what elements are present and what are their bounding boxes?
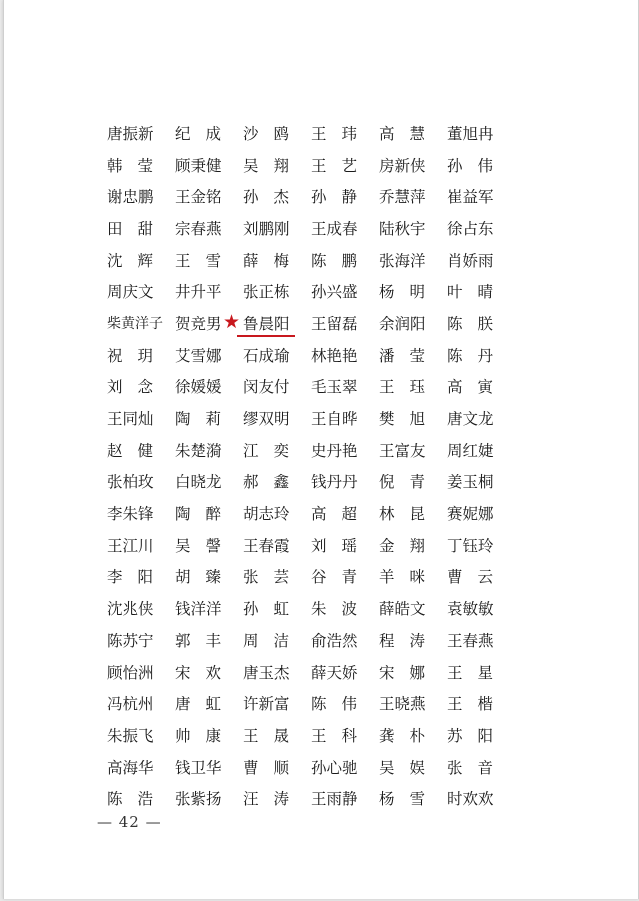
star-icon: ★ <box>223 311 241 334</box>
name-entry: 王 艺 <box>311 156 357 175</box>
name-entry: 王 同 灿 <box>107 410 154 429</box>
name-entry: 张 紫 扬 <box>175 790 222 809</box>
name-entry: 薛 梅 <box>243 251 289 270</box>
name-entry: 王 雪 <box>175 251 221 270</box>
name-entry: 吴 謦 <box>175 536 221 555</box>
name-entry: 沈 辉 <box>107 251 153 270</box>
name-entry: 周 洁 <box>243 631 289 650</box>
name-entry: 王 江 川 <box>107 536 154 555</box>
name-entry: 叶 晴 <box>447 283 493 302</box>
name-entry: 孙 心 驰 <box>311 758 358 777</box>
name-entry: 房 新 侠 <box>379 156 426 175</box>
name-entry: 贺 竞 男 <box>175 314 222 333</box>
name-entry: 孙 伟 <box>447 156 493 175</box>
name-entry: 王 晟 <box>243 726 289 745</box>
name-entry: 郝 鑫 <box>243 473 289 492</box>
name-entry: 陈 伟 <box>311 695 357 714</box>
name-entry: 苏 阳 <box>447 726 493 745</box>
name-entry: 朱 楚 漪 <box>175 441 222 460</box>
name-entry: 王 春 霞 <box>243 536 290 555</box>
name-entry: 陶 醉 <box>175 505 221 524</box>
name-entry: 王 自 晔 <box>311 410 358 429</box>
name-entry: 羊 咪 <box>379 568 425 587</box>
name-entry: 闵 友 付 <box>243 378 290 397</box>
name-entry: 高 海 华 <box>107 758 154 777</box>
name-entry: 孙 兴 盛 <box>311 283 358 302</box>
name-entry: 薛 皓 文 <box>379 600 426 619</box>
name-entry: 丁 钰 玲 <box>447 536 494 555</box>
name-entry: 顾 怡 洲 <box>107 663 154 682</box>
name-entry: 史 丹 艳 <box>311 441 358 460</box>
name-entry: 倪 青 <box>379 473 425 492</box>
name-entry: 宋 欢 <box>175 663 221 682</box>
name-entry: 陆 秋 宇 <box>379 219 426 238</box>
name-entry: 薛 天 娇 <box>311 663 358 682</box>
name-entry: 徐 媛 媛 <box>175 378 222 397</box>
name-entry: 王 星 <box>447 663 493 682</box>
name-entry: 崔 益 军 <box>447 188 494 207</box>
name-entry: 张 海 洋 <box>379 251 426 270</box>
name-entry: 高 寅 <box>447 378 493 397</box>
name-entry: 胡 志 玲 <box>243 505 290 524</box>
name-entry: 石 成 瑜 <box>243 346 290 365</box>
name-entry: 肖 娇 雨 <box>447 251 494 270</box>
name-entry: 乔 慧 萍 <box>379 188 426 207</box>
name-entry: 俞 浩 然 <box>311 631 358 650</box>
name-entry: 朱 波 <box>311 600 357 619</box>
name-entry: 沙 鸥 <box>243 124 289 143</box>
name-entry: 陈 丹 <box>447 346 493 365</box>
name-entry: 潘 莹 <box>379 346 425 365</box>
name-entry: 唐 文 龙 <box>447 410 494 429</box>
name-entry: 袁 敏 敏 <box>447 600 494 619</box>
name-entry: 刘 瑶 <box>311 536 357 555</box>
name-entry: 余 润 阳 <box>379 314 426 333</box>
name-entry: 董 旭 冉 <box>447 124 494 143</box>
name-entry: 张 音 <box>447 758 493 777</box>
name-entry: 陶 莉 <box>175 410 221 429</box>
name-entry: 程 涛 <box>379 631 425 650</box>
name-entry: 田 甜 <box>107 219 153 238</box>
name-entry: 汪 涛 <box>243 790 289 809</box>
name-entry: 张 柏 玫 <box>107 473 154 492</box>
name-entry: 王 雨 静 <box>311 790 358 809</box>
name-entry: 王 楷 <box>447 695 493 714</box>
name-entry: 宋 娜 <box>379 663 425 682</box>
name-grid <box>107 117 515 814</box>
name-entry: 沈 兆 侠 <box>107 600 154 619</box>
name-entry: 林 昆 <box>379 505 425 524</box>
name-entry: 郭 丰 <box>175 631 221 650</box>
name-entry: 钱 洋 洋 <box>175 600 222 619</box>
name-entry: 王 科 <box>311 726 357 745</box>
name-entry: 王 金 铭 <box>175 188 222 207</box>
name-entry: 唐 玉 杰 <box>243 663 290 682</box>
name-entry: 钱 卫 华 <box>175 758 222 777</box>
name-entry: 艾 雪 娜 <box>175 346 222 365</box>
name-entry: 曹 云 <box>447 568 493 587</box>
name-entry: 陈 浩 <box>107 790 153 809</box>
name-entry: 曹 顺 <box>243 758 289 777</box>
name-entry: 时 欢 欢 <box>447 790 494 809</box>
name-entry: 姜 玉 桐 <box>447 473 494 492</box>
document-page <box>3 0 639 899</box>
name-entry: 周 庆 文 <box>107 283 154 302</box>
name-entry: 谷 青 <box>311 568 357 587</box>
name-entry: 孙 杰 <box>243 188 289 207</box>
name-entry: 李 阳 <box>107 568 153 587</box>
name-entry: 吴 翔 <box>243 156 289 175</box>
name-entry: 孙 虹 <box>243 600 289 619</box>
name-entry: 李 朱 锋 <box>107 505 154 524</box>
name-entry: 毛 玉 翠 <box>311 378 358 397</box>
name-entry: 高 慧 <box>379 124 425 143</box>
name-entry: 韩 莹 <box>107 156 153 175</box>
name-entry: 祝 玥 <box>107 346 153 365</box>
name-entry: 高 超 <box>311 505 357 524</box>
name-entry: 王 留 磊 <box>311 314 358 333</box>
name-entry: 宗 春 燕 <box>175 219 222 238</box>
name-entry: 帅 康 <box>175 726 221 745</box>
name-entry: 顾 秉 健 <box>175 156 222 175</box>
name-entry: 白 晓 龙 <box>175 473 222 492</box>
name-entry: 赵 健 <box>107 441 153 460</box>
name-entry: 杨 雪 <box>379 790 425 809</box>
name-entry: 纪 成 <box>175 124 221 143</box>
name-entry: 钱 丹 丹 <box>311 473 358 492</box>
name-entry: 缪 双 明 <box>243 410 290 429</box>
name-entry: 唐 虹 <box>175 695 221 714</box>
name-entry: 王 晓 燕 <box>379 695 426 714</box>
name-entry: 龚 朴 <box>379 726 425 745</box>
name-entry: 赛 妮 娜 <box>447 505 494 524</box>
name-entry: 王 春 燕 <box>447 631 494 650</box>
name-entry: 王 富 友 <box>379 441 426 460</box>
name-entry: 唐 振 新 <box>107 124 154 143</box>
name-entry: 许 新 富 <box>243 695 290 714</box>
name-entry: 王 成 春 <box>311 219 358 238</box>
name-entry: 陈 朕 <box>447 314 493 333</box>
name-entry: 周 红 婕 <box>447 441 494 460</box>
name-entry: 杨 明 <box>379 283 425 302</box>
highlighted-name-entry: 鲁 晨 阳 ★ <box>243 307 289 339</box>
name-entry: 胡 臻 <box>175 568 221 587</box>
name-entry: 王 珏 <box>379 378 425 397</box>
name-entry: 刘 鹏 刚 <box>243 219 290 238</box>
name-entry: 樊 旭 <box>379 410 425 429</box>
name-entry: 徐 占 东 <box>447 219 494 238</box>
name-entry: 吴 娱 <box>379 758 425 777</box>
name-entry: 柴 黄 洋 子 <box>107 315 163 332</box>
name-entry: 刘 念 <box>107 378 153 397</box>
name-entry: 林 艳 艳 <box>311 346 358 365</box>
name-entry: 冯 杭 州 <box>107 695 154 714</box>
name-entry: 陈 苏 宁 <box>107 631 154 650</box>
name-entry: 陈 鹏 <box>311 251 357 270</box>
page-number: — 42 — <box>97 813 162 831</box>
name-entry: 张 芸 <box>243 568 289 587</box>
name-entry: 孙 静 <box>311 188 357 207</box>
name-entry: 张 正 栋 <box>243 283 290 302</box>
name-entry: 朱 振 飞 <box>107 726 154 745</box>
name-entry: 江 奕 <box>243 441 289 460</box>
name-entry: 井 升 平 <box>175 283 222 302</box>
name-entry: 王 玮 <box>311 124 357 143</box>
name-entry: 谢 忠 鹏 <box>107 188 154 207</box>
name-entry: 金 翔 <box>379 536 425 555</box>
